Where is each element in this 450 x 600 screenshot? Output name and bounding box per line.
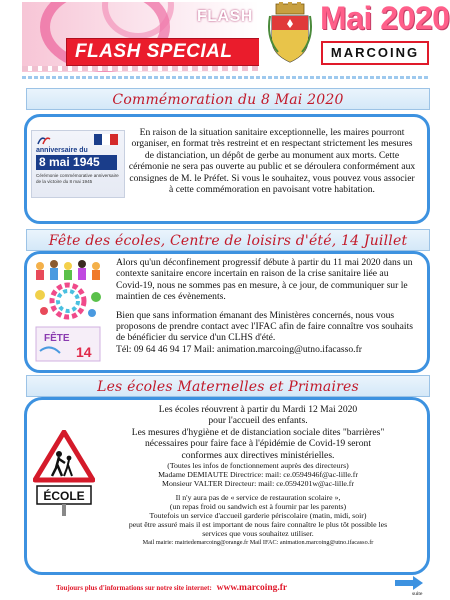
anniversary-date: 8 mai 1945 [36,155,117,170]
section-heading [26,375,430,397]
school-party-illustration [30,257,106,363]
schools-line: pour l'accueil des enfants. [208,415,308,427]
fete-label: FÊTE [44,333,70,344]
schools-line: Les écoles réouvrent à partir du Mardi 12 Mai 2020 [158,404,358,415]
next-page-label[interactable]: suite [412,591,423,597]
kids-group-icon [36,260,100,280]
section-heading [26,229,430,251]
footer [56,583,287,593]
town-name-badge: MARCOING [321,41,429,65]
schools-line: Les mesures d'hygiène et de distanciation sociale dites "barrières" [131,426,385,438]
flash-title-bar [66,38,259,66]
contact-mails: Mail mairie: mairiedemarcoing@orange.fr Mail IFAC: animation.marcoing@utno.ifacasso.fr [142,538,374,546]
fete-paragraph-1: Alors qu'un déconfinement progressif débute à partir du 11 mai 2020 dans un contexte sanitaire encore incertain en raison de la crise sanitaire liée au Covid-19, nous ne sommes pas en mesure, à ce jour, de communiquer sur le maintien de ces évènements. [116,257,413,303]
fete-paragraph-2-text: Bien que sans information émanant des Ministères concernés, nous vous proposons de prendre contact avec l'IFAC afin de faire connaître vos souhaits de bénéficier du service d'un CLHS d'été. [116,309,413,344]
directors-intro: (Toutes les infos de fonctionnement auprès des directeurs) [167,461,349,471]
issue-title: Mai 2020 [320,0,450,36]
schools-text-block [98,404,418,547]
canteen-line: services que vous souhaitez utiliser. [202,529,314,539]
tricolor-logo-icon [37,135,57,145]
canteen-line: Toutefois un service d'accueil garderie périscolaire (matin, midi, soir) [149,511,367,521]
schools-line: nécessaires pour faire face à l'épidémie de Covid-19 seront [144,438,372,450]
anniversary-subcaption: Cérémonie commémorative anniversaire de la victoire du 8 mai 1945 [36,173,119,184]
flash-small-label: FLASH [197,8,253,25]
header-divider [22,76,430,79]
footer-text: Toujours plus d'informations sur notre site internet: [56,584,212,592]
section-title-commemoration: Commémoration du 8 Mai 2020 [112,92,344,108]
town-crest-icon [268,2,312,64]
schools-line: conformes aux directives ministérielles. [181,449,335,461]
director-contact: Monsieur VALTER Directeur: mail: ce.0594201w@ac-lille.fr [162,479,354,489]
canteen-line: (un repas froid ou sandwich est à fournir par les parents) [169,501,347,511]
banner-strip [22,66,259,71]
ifac-contact: Tél: 09 64 46 94 17 Mail: animation.marcoing@utno.ifacasso.fr [116,343,362,355]
fete-paragraph-2 [116,310,416,356]
fete-wreath-icon [35,285,101,317]
flash-banner [22,2,259,72]
flash-title: FLASH SPECIAL [75,41,233,62]
french-flag-icon [94,134,118,145]
anniversary-caption: anniversaire du [36,147,88,154]
website-link[interactable]: www.marcoing.fr [216,583,288,593]
anniversary-image [31,130,125,198]
school-road-sign-icon [33,430,95,516]
section-title-schools: Les écoles Maternelles et Primaires [97,379,359,395]
canteen-line: peut être assuré mais il est important de nous faire connaître le plus tôt possible les [128,520,388,530]
sign-label: ÉCOLE [43,489,85,503]
date-label: 14 [76,344,92,360]
commemoration-text: En raison de la situation sanitaire exceptionnelle, les maires pourront organiser, en format très restreint et en respectant strictement les mesures de distanciation, un dépôt de gerbe au monument aux morts. Cette cérémonie ne sera pas ouverte au public et se déroulera conformément aux consignes de M. le Préfet. Si vous le souhaitez, vous pouvez vous associer à cette commémoration en pavoisant votre habitation. [128,127,416,196]
canteen-line: Il n'y aura pas de « service de restauration scolaire », [175,492,341,502]
section-title-fete: Fête des écoles, Centre de loisirs d'été, 14 Juillet [48,233,408,249]
fete-text-block [116,257,416,362]
director-contact: Madame DEMIAUTE Directrice: mail: ce.0594946f@ac-lille.fr [158,470,358,480]
section-heading [26,88,430,110]
next-page-arrow-icon[interactable] [394,576,424,590]
